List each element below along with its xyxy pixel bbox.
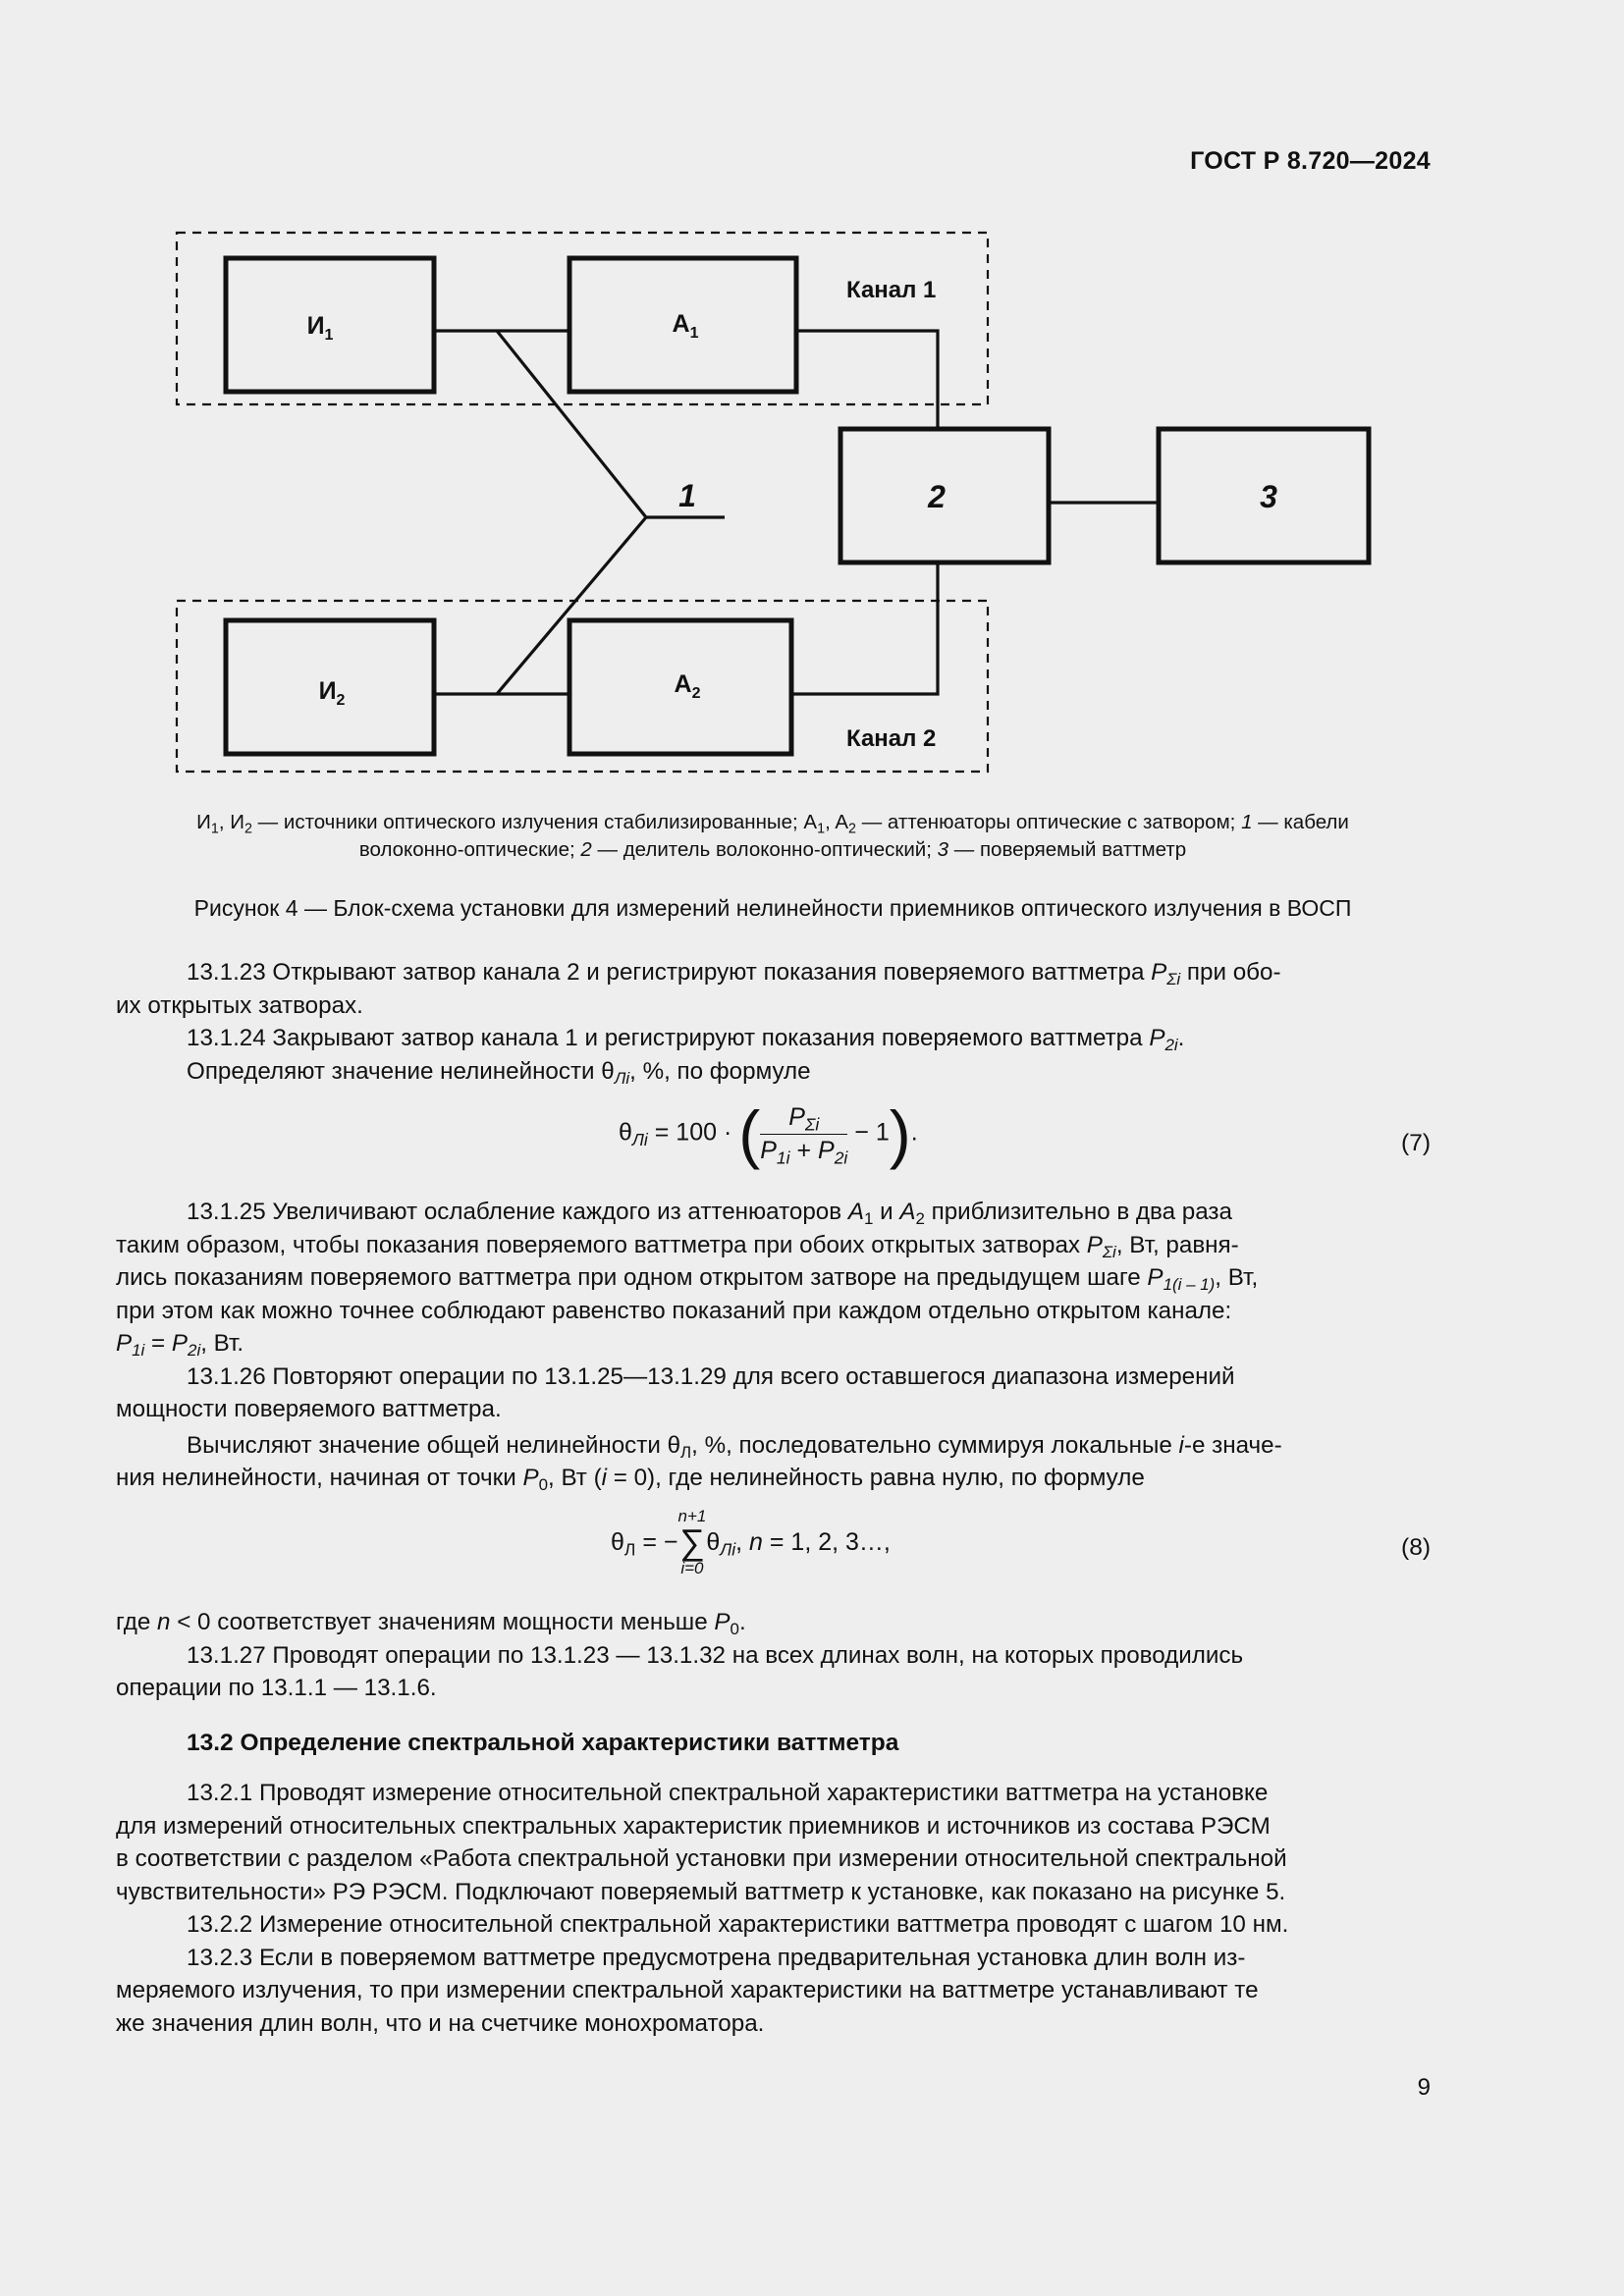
- source2-label: $И_2$: [318, 677, 346, 709]
- link-att1-splitter: [796, 331, 938, 429]
- para-total-nonlinearity: Вычисляют значение общей нелинейности $\theta_Л$, %, последовательно суммируя локальные i-е значе- ния нелинейности, начиная от точки $P_0$, Вт (i = 0), где нелинейность равна нулю, по формуле: [116, 1431, 1282, 1495]
- para-13-1-23: 13.1.23 Открывают затвор канала 2 и регистрируют показания поверяемого ваттметра $P_{\Sigma i}$ при обо- их открытых затворах.: [116, 959, 1281, 1019]
- equation-7-number: (7): [1401, 1130, 1431, 1156]
- page-number: 9: [1417, 2074, 1431, 2101]
- figure-title: Рисунок 4 — Блок-схема установки для измерений нелинейности приемников оптического излучения в ВОСП: [193, 895, 1352, 921]
- para-13-2-2: 13.2.2 Измерение относительной спектральной характеристики ваттметра проводят с шагом 10 нм.: [187, 1911, 1289, 1938]
- att1-label: $A_1$: [672, 310, 699, 342]
- para-13-1-26: 13.1.26 Повторяют операции по 13.1.25—13.1.29 для всего оставшегося диапазона измерений мощности поверяемого ваттметра.: [116, 1362, 1235, 1422]
- att2-label: $A_2$: [674, 670, 701, 702]
- text-block-3: [116, 1606, 1432, 1705]
- figure-legend: $И_1$, $И_2$ — источники оптического излучения стабилизированные; $A_1$, $A_2$ — аттенюаторы оптические с затвором; 1 — кабели волоконно-оптические; 2 — делитель волоконно-оптический; 3 — поверяемый ваттметр: [196, 811, 1349, 861]
- para-formula-intro: Определяют значение нелинейности $\theta_{Лi}$, %, по формуле: [187, 1057, 811, 1088]
- equation-8: $\theta_Л$ = − n+1 ∑ i=0 $\theta_{Лi}$, n = 1, 2, 3…,: [611, 1507, 891, 1577]
- link-att2-splitter: [791, 562, 938, 694]
- para-13-1-27: 13.1.27 Проводят операции по 13.1.23 — 13.1.32 на всех длинах волн, на которых проводились операции по 13.1.1 — 13.1.6.: [116, 1641, 1244, 1701]
- para-13-1-24: 13.1.24 Закрывают затвор канала 1 и регистрируют показания поверяемого ваттметра $P_{2i}$.: [187, 1025, 1185, 1055]
- channel2-label: Канал 2: [846, 725, 937, 752]
- para-13-2-3: 13.2.3 Если в поверяемом ваттметре предусмотрена предварительная установка длин волн из- меряемого излучения, то при измерении спектральной характеристики на ваттметре устанавливают те же значения длин волн, что и на счетчике монохроматора.: [116, 1944, 1259, 2037]
- source1-label: $И_1$: [306, 312, 334, 344]
- splitter-label: 2: [928, 479, 946, 514]
- source1-box: [226, 258, 434, 392]
- section-heading-13-2: 13.2 Определение спектральной характеристики ваттметра: [187, 1730, 899, 1756]
- para-13-2-1: 13.2.1 Проводят измерение относительной спектральной характеристики ваттметра на установке для измерений относительных спектральных характеристик приемников и источников из состава РЭСМ в соответствии с разделом «Работа спектральной установки при измерении относительной спектральной чувствительности» РЭ РЭСМ. Подключают поверяемый ваттметр к установке, как показано на рисунке 5.: [116, 1780, 1287, 1905]
- para-where-n: где n < 0 соответствует значениям мощности меньше $P_0$.: [116, 1609, 746, 1639]
- cable-label: 1: [678, 478, 696, 513]
- para-13-1-25: 13.1.25 Увеличивают ослабление каждого из аттенюаторов $A_1$ и $A_2$ приблизительно в два раза таким образом, чтобы показания поверяемого ваттметра при обоих открытых затворах $P_{\Sigma i}$, Вт, равня- лись показаниям поверяемого ваттметра при одном открытом затворе на предыдущем шаге $P_{1(i - 1)}$, Вт, при этом как можно точнее соблюдают равенство показаний при каждом отдельно открытом канале: $P_{1i} = P_{2i}$, Вт.: [116, 1199, 1259, 1361]
- block-diagram: [0, 0, 1624, 805]
- channel1-label: Канал 1: [846, 277, 937, 303]
- text-block-1: [116, 956, 1432, 1088]
- document-code: ГОСТ Р 8.720—2024: [1190, 147, 1431, 175]
- equation-8-number: (8): [1401, 1534, 1431, 1561]
- wattmeter-label: 3: [1260, 479, 1277, 514]
- equation-7: $\theta_{Лi} = 100$ · ( $\frac{P_{\Sigma i}}{P_{1i} + P_{2i}}$ − 1).: [619, 1097, 918, 1170]
- text-block-4: [116, 1777, 1432, 2040]
- text-block-2: [116, 1196, 1432, 1495]
